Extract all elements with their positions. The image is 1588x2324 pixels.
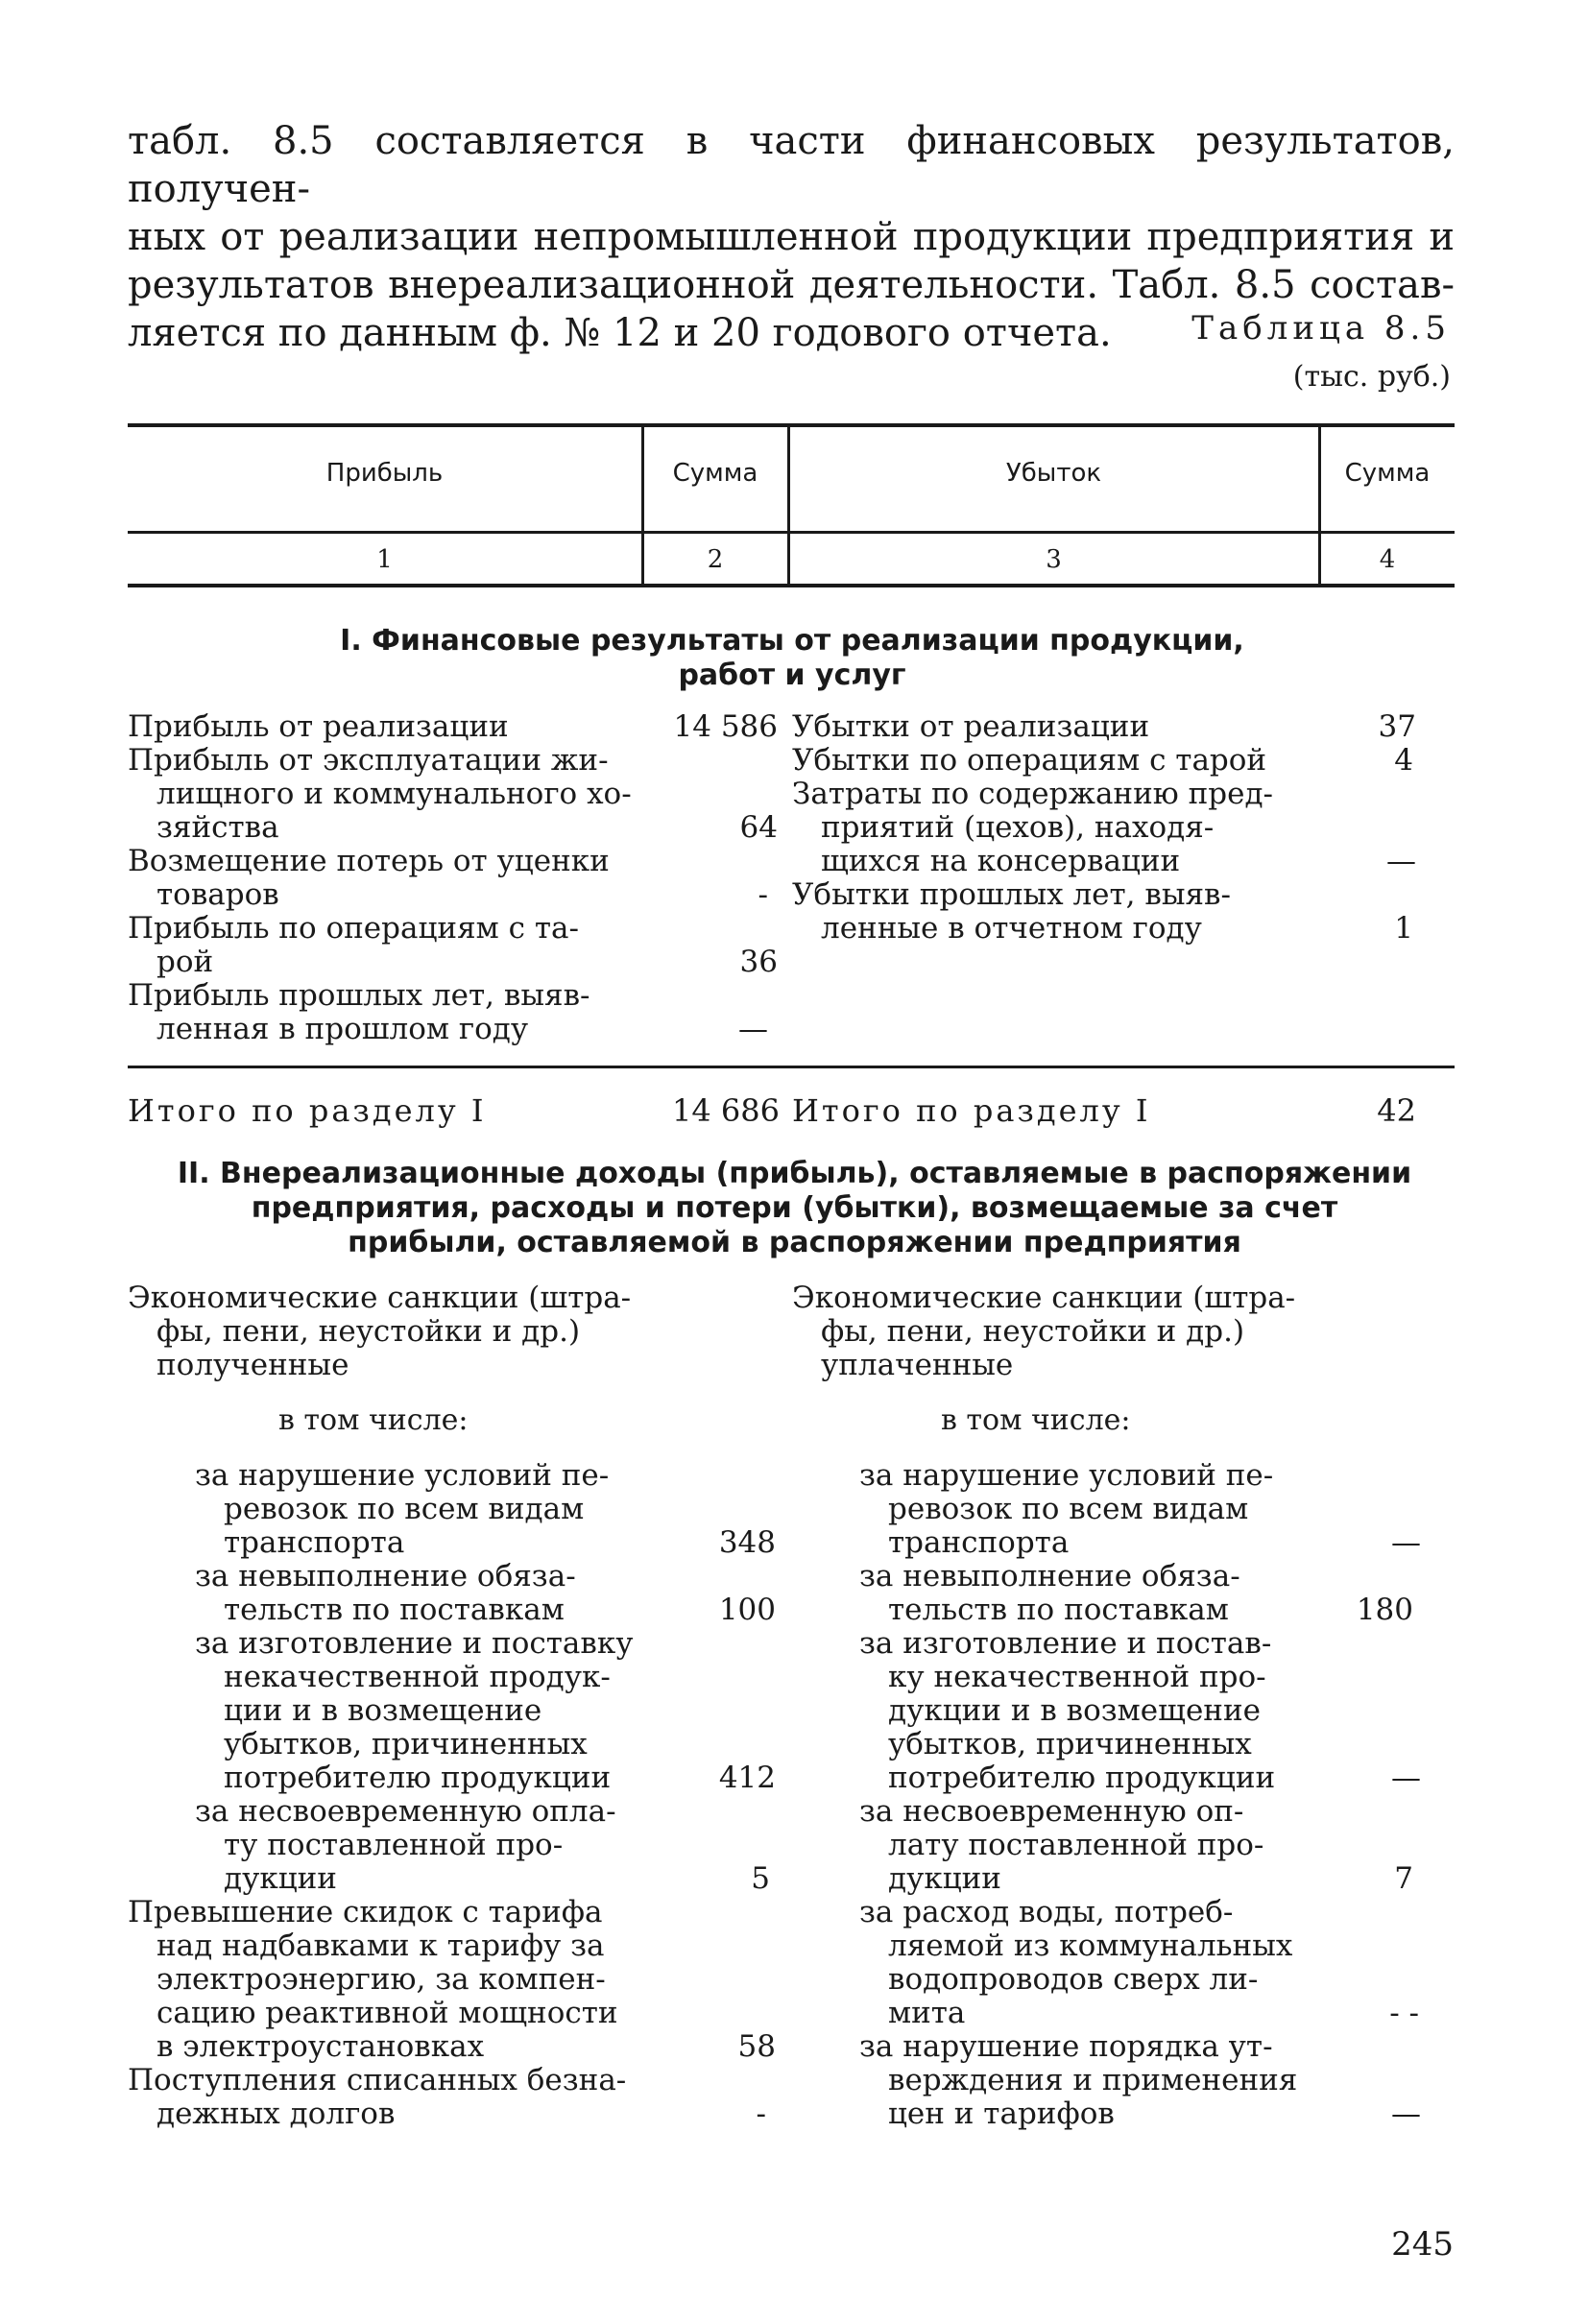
list-item xyxy=(128,811,646,845)
item-line xyxy=(859,1593,1320,1627)
item-text: Превышение скидок с тарифа xyxy=(128,1895,603,1929)
item-text: ляемой из коммунальных xyxy=(888,1929,1293,1963)
item-text: транспорта xyxy=(888,1525,1070,1560)
value-cell: 5 xyxy=(751,1861,770,1896)
header-loss: Убыток xyxy=(1005,459,1102,488)
section2-left-items xyxy=(195,1459,646,1896)
section1-title-line: I. Финансовые результаты от реализации продукции, xyxy=(340,624,1244,658)
section1-right-column xyxy=(792,710,1311,946)
item-line xyxy=(128,1963,646,1997)
section2-right-items xyxy=(859,1459,1320,2131)
item-text: полученные xyxy=(156,1348,349,1382)
item-line xyxy=(128,1896,646,1929)
item-text: лату поставленной про- xyxy=(888,1828,1264,1862)
list-item xyxy=(128,710,646,744)
item-text: электроэнергию, за компен- xyxy=(156,1962,606,1997)
item-text: Убытки прошлых лет, выяв- xyxy=(792,877,1231,912)
item-line xyxy=(859,1627,1320,1661)
item-text: Прибыль от реализации xyxy=(128,709,509,744)
intro-line: ляется по данным ф. № 12 и 20 годового отчета. xyxy=(128,311,1112,355)
list-item xyxy=(128,979,646,1013)
column-number: 4 xyxy=(1379,545,1396,574)
item-text: Возмещение потерь от уценки xyxy=(128,844,610,878)
list-item xyxy=(792,912,1311,946)
value-cell: — xyxy=(1391,2096,1421,2131)
item-line xyxy=(859,1560,1320,1593)
column-number: 3 xyxy=(1046,545,1062,574)
value-cell: 7 xyxy=(1394,1861,1413,1896)
item-text: ревозок по всем видам xyxy=(224,1492,585,1526)
list-item xyxy=(195,1560,646,1627)
item-line xyxy=(859,1862,1320,1896)
item-text: Прибыль от эксплуатации жи- xyxy=(128,743,609,778)
item-text: приятий (цехов), находя- xyxy=(821,810,1215,845)
item-text: транспорта xyxy=(224,1525,405,1560)
item-line xyxy=(859,1526,1320,1560)
item-line xyxy=(195,1493,646,1526)
item-text: ку некачественной про- xyxy=(888,1660,1266,1694)
item-text: ревозок по всем видам xyxy=(888,1492,1249,1526)
value-cell: 180 xyxy=(1356,1593,1413,1627)
item-line xyxy=(859,1761,1320,1795)
item-text: фы, пени, неустойки и др.) xyxy=(821,1314,1245,1349)
item-text: за изготовление и постав- xyxy=(859,1626,1272,1661)
item-text: потребителю продукции xyxy=(888,1761,1276,1795)
item-text: водопроводов сверх ли- xyxy=(888,1962,1259,1997)
list-item xyxy=(128,1349,646,1382)
section2-title-line: предприятия, расходы и потери (убытки), возмещаемые за счет xyxy=(251,1191,1338,1225)
list-item xyxy=(128,946,646,979)
item-line xyxy=(859,1829,1320,1862)
list-item xyxy=(128,778,646,811)
section2-left-head xyxy=(128,1282,646,1382)
item-text: Убытки по операциям с тарой xyxy=(792,743,1267,778)
list-item xyxy=(128,1282,646,1315)
item-line xyxy=(195,1862,646,1896)
value-cell: — xyxy=(1391,1525,1421,1560)
intro-line: ных от реализации непромышленной продукции предприятия и xyxy=(128,215,1455,259)
item-text: рой xyxy=(156,945,214,979)
value-cell: 412 xyxy=(718,1761,776,1795)
page-number: 245 xyxy=(1391,2225,1454,2264)
list-item xyxy=(128,1013,646,1046)
item-text: за несвоевременную опла- xyxy=(195,1794,616,1829)
list-item xyxy=(859,1795,1320,1896)
item-line xyxy=(859,1963,1320,1997)
section1-left-column xyxy=(128,710,646,1046)
item-line xyxy=(128,2064,646,2097)
item-text: за нарушение условий пе- xyxy=(859,1458,1274,1493)
value-cell: 37 xyxy=(1378,709,1416,744)
item-text: за изготовление и поставку xyxy=(195,1626,634,1661)
item-text: Поступления списанных безна- xyxy=(128,2063,627,2097)
item-line xyxy=(859,1929,1320,1963)
item-text: лищного и коммунального хо- xyxy=(156,777,632,811)
table-unit: (тыс. руб.) xyxy=(1292,360,1451,394)
value-cell: — xyxy=(1386,844,1416,878)
list-item xyxy=(792,878,1311,912)
value-cell: 348 xyxy=(718,1525,776,1560)
list-item xyxy=(792,845,1311,878)
value-cell: — xyxy=(738,1012,768,1046)
section1-title-line: работ и услуг xyxy=(678,659,906,692)
value-cell: 100 xyxy=(718,1593,776,1627)
item-text: за невыполнение обяза- xyxy=(195,1559,576,1593)
list-item xyxy=(195,1795,646,1896)
list-item xyxy=(859,2030,1320,2131)
item-text: уплаченные xyxy=(821,1348,1014,1382)
item-line xyxy=(128,2030,646,2064)
item-text: цен и тарифов xyxy=(888,2096,1115,2131)
section2-title xyxy=(149,1157,1440,1260)
item-text: мита xyxy=(888,1996,966,2030)
header-sum: Сумма xyxy=(672,459,758,488)
item-line xyxy=(859,2097,1320,2131)
item-text: за несвоевременную оп- xyxy=(859,1794,1244,1829)
column-number: 1 xyxy=(376,545,393,574)
item-line xyxy=(195,1593,646,1627)
item-text: дукции xyxy=(224,1861,337,1896)
list-item xyxy=(128,912,646,946)
value-cell: — xyxy=(1391,1761,1421,1795)
item-text: фы, пени, неустойки и др.) xyxy=(156,1314,581,1349)
list-item xyxy=(195,1627,646,1795)
item-text: ленная в прошлом году xyxy=(156,1012,529,1046)
value-cell: 14 586 xyxy=(673,709,778,744)
list-item xyxy=(128,878,646,912)
item-text: щихся на консервации xyxy=(821,844,1181,878)
item-line xyxy=(195,1728,646,1761)
value-cell: 36 xyxy=(739,945,778,979)
list-item xyxy=(128,744,646,778)
list-item xyxy=(792,778,1311,811)
item-text: Убытки от реализации xyxy=(792,709,1150,744)
item-text: ту поставленной про- xyxy=(224,1828,564,1862)
item-text: убытков, причиненных xyxy=(888,1727,1252,1761)
list-item xyxy=(859,1627,1320,1795)
section2-title-line: прибыли, оставляемой в распоряжении предприятия xyxy=(348,1226,1241,1259)
list-item xyxy=(792,744,1311,778)
section1-title xyxy=(154,624,1431,693)
item-text: тельств по поставкам xyxy=(888,1593,1229,1627)
section1-total-rule xyxy=(128,1066,1455,1068)
item-text: ленные в отчетном году xyxy=(821,911,1202,946)
item-text: за нарушение порядка ут- xyxy=(859,2029,1273,2064)
section2-title-line: II. Внереализационные доходы (прибыль), оставляемые в распоряжении xyxy=(177,1157,1412,1190)
item-text: за невыполнение обяза- xyxy=(859,1559,1240,1593)
list-item xyxy=(859,1896,1320,2030)
header-profit: Прибыль xyxy=(325,459,444,488)
value-cell: - xyxy=(756,2096,766,2131)
section2-right-head xyxy=(792,1282,1311,1382)
item-text: дежных долгов xyxy=(156,2096,396,2131)
value-cell: - - xyxy=(1389,1996,1419,2030)
list-item xyxy=(128,2064,646,2131)
list-item xyxy=(792,710,1311,744)
item-line xyxy=(128,2097,646,2131)
header-sum: Сумма xyxy=(1344,459,1431,488)
intro-line: результатов внереализационной деятельности. Табл. 8.5 состав- xyxy=(128,263,1455,307)
list-item xyxy=(859,1560,1320,1627)
item-text: Экономические санкции (штра- xyxy=(792,1281,1296,1315)
list-item xyxy=(128,1896,646,2064)
list-item xyxy=(859,1459,1320,1560)
header-rule xyxy=(128,531,1455,534)
total-value: 42 xyxy=(1377,1092,1416,1129)
item-text: убытков, причиненных xyxy=(224,1727,588,1761)
item-text: ции и в возмещение xyxy=(224,1693,542,1728)
item-line xyxy=(195,1829,646,1862)
item-text: Прибыль прошлых лет, выяв- xyxy=(128,978,590,1013)
item-text: верждения и применения xyxy=(888,2063,1298,2097)
item-line xyxy=(859,1896,1320,1929)
item-line xyxy=(195,1694,646,1728)
item-text: за расход воды, потреб- xyxy=(859,1895,1234,1929)
item-text: зяйства xyxy=(156,810,279,845)
item-text: Затраты по содержанию пред- xyxy=(792,777,1274,811)
item-line xyxy=(195,1560,646,1593)
list-item xyxy=(792,811,1311,845)
item-text: над надбавками к тарифу за xyxy=(156,1929,605,1963)
item-line xyxy=(859,1728,1320,1761)
value-cell: - xyxy=(758,877,768,912)
item-line xyxy=(859,1661,1320,1694)
item-line xyxy=(195,1459,646,1493)
list-item xyxy=(792,1315,1311,1349)
item-line xyxy=(195,1627,646,1661)
table-top-rule xyxy=(128,423,1455,427)
table-caption: Таблица 8.5 xyxy=(1191,309,1451,347)
list-item xyxy=(128,845,646,878)
value-cell: 1 xyxy=(1394,911,1413,946)
item-text: в электроустановках xyxy=(156,2029,485,2064)
total-label: Итого по разделу I xyxy=(792,1092,1151,1129)
item-line xyxy=(859,1493,1320,1526)
list-item xyxy=(792,1349,1311,1382)
column-number: 2 xyxy=(707,545,724,574)
item-line xyxy=(128,1929,646,1963)
including-label: в том числе: xyxy=(941,1403,1131,1437)
total-label: Итого по разделу I xyxy=(128,1092,487,1129)
item-line xyxy=(859,1795,1320,1829)
including-label: в том числе: xyxy=(278,1403,469,1437)
item-text: Экономические санкции (штра- xyxy=(128,1281,632,1315)
item-line xyxy=(195,1795,646,1829)
list-item xyxy=(195,1459,646,1560)
value-cell: 4 xyxy=(1394,743,1413,778)
item-text: дукции xyxy=(888,1861,1001,1896)
item-line xyxy=(859,1694,1320,1728)
item-text: некачественной продук- xyxy=(224,1660,611,1694)
item-text: за нарушение условий пе- xyxy=(195,1458,610,1493)
item-text: товаров xyxy=(156,877,279,912)
value-cell: 58 xyxy=(737,2029,776,2064)
total-value: 14 686 xyxy=(672,1092,780,1129)
list-item xyxy=(128,1315,646,1349)
item-text: Прибыль по операциям с та- xyxy=(128,911,579,946)
item-line xyxy=(195,1526,646,1560)
list-item xyxy=(792,1282,1311,1315)
item-text: потребителю продукции xyxy=(224,1761,612,1795)
header-bottom-rule xyxy=(128,584,1455,587)
item-line xyxy=(195,1761,646,1795)
item-line xyxy=(195,1661,646,1694)
item-line xyxy=(128,1997,646,2030)
item-line xyxy=(859,2030,1320,2064)
item-text: дукции и в возмещение xyxy=(888,1693,1261,1728)
value-cell: 64 xyxy=(739,810,778,845)
item-line xyxy=(859,1997,1320,2030)
item-text: сацию реактивной мощности xyxy=(156,1996,618,2030)
item-line xyxy=(859,1459,1320,1493)
intro-line: табл. 8.5 составляется в части финансовых результатов, получен- xyxy=(128,119,1455,211)
section2-left-items-lower xyxy=(128,1896,646,2131)
item-line xyxy=(859,2064,1320,2097)
item-text: тельств по поставкам xyxy=(224,1593,565,1627)
